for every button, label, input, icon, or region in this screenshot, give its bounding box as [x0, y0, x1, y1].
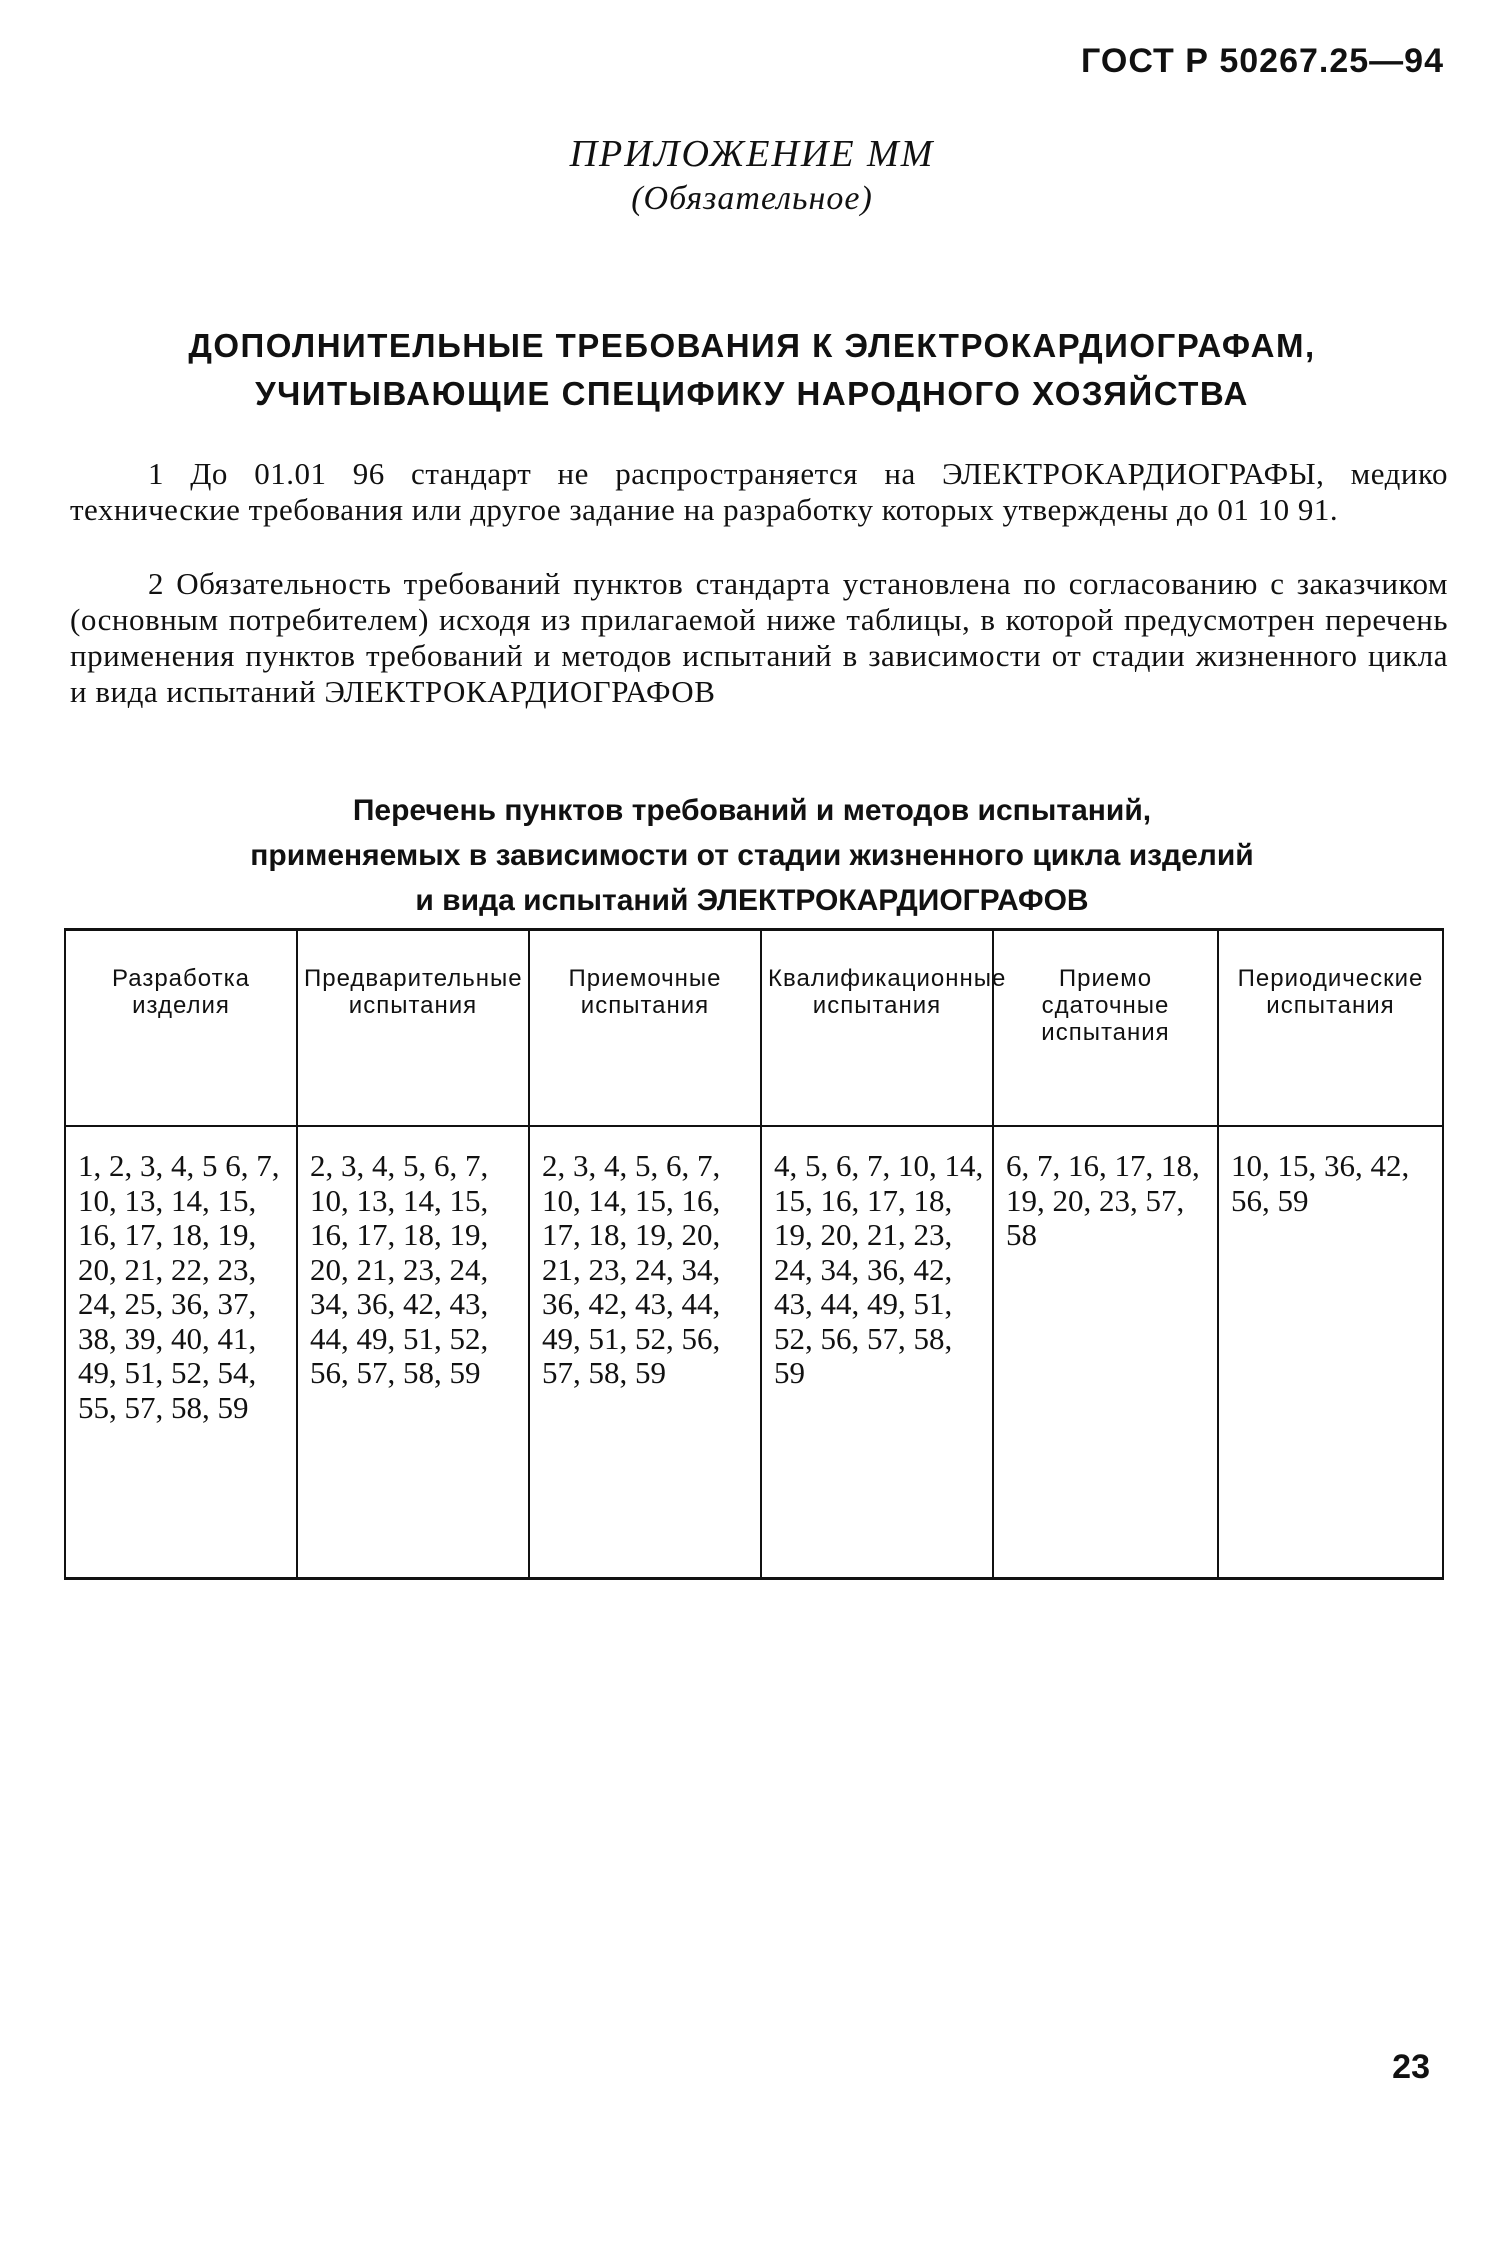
table-row: [65, 1126, 1443, 1579]
table-caption-line-3: и вида испытаний ЭЛЕКТРОКАРДИОГРАФОВ: [415, 884, 1089, 917]
table-caption-line-2: применяемых в зависимости от стадии жизненного цикла изделий: [250, 839, 1254, 872]
table-caption-line-1: Перечень пунктов требований и методов испытаний,: [352, 794, 1152, 827]
paragraph-1: 1 До 01.01 96 стандарт не распространяется на ЭЛЕКТРОКАРДИОГРАФЫ, медико технические требования или другое задание на разработку которых утверждены до 01 10 91.: [70, 456, 1448, 527]
main-heading-line-1: ДОПОЛНИТЕЛЬНЫЕ ТРЕБОВАНИЯ К ЭЛЕКТРОКАРДИОГРАФАМ,: [188, 327, 1316, 364]
cell-delivery-tests-items: 6, 7, 16, 17, 18, 19, 20, 23, 57, 58: [993, 1126, 1218, 1579]
main-heading-line-2: УЧИТЫВАЮЩИЕ СПЕЦИФИКУ НАРОДНОГО ХОЗЯЙСТВА: [255, 375, 1249, 412]
cell-acceptance-tests-items: 2, 3, 4, 5, 6, 7, 10, 14, 15, 16, 17, 18, 19, 20, 21, 23, 24, 34, 36, 42, 43, 44, 49, 51, 52, 56, 57, 58, 59: [529, 1126, 761, 1579]
standard-code: ГОСТ Р 50267.25—94: [1081, 42, 1444, 80]
table-header-row: [65, 930, 1443, 1127]
column-header-preliminary-tests: Предварительные испытания: [297, 930, 529, 1127]
cell-development-items: 1, 2, 3, 4, 5 6, 7, 10, 13, 14, 15, 16, 17, 18, 19, 20, 21, 22, 23, 24, 25, 36, 37, 38, 39, 40, 41, 49, 51, 52, 54, 55, 57, 58, 59: [65, 1126, 297, 1579]
appendix-note: (Обязательное): [631, 180, 873, 217]
requirements-table: [64, 928, 1444, 1580]
main-heading: [60, 322, 1444, 418]
cell-preliminary-tests-items: 2, 3, 4, 5, 6, 7, 10, 13, 14, 15, 16, 17, 18, 19, 20, 21, 23, 24, 34, 36, 42, 43, 44, 49, 51, 52, 56, 57, 58, 59: [297, 1126, 529, 1579]
page-number: 23: [1392, 2048, 1430, 2086]
cell-periodic-tests-items: 10, 15, 36, 42, 56, 59: [1218, 1126, 1443, 1579]
appendix-title: ПРИЛОЖЕНИЕ ММ: [569, 133, 935, 175]
column-header-acceptance-tests: Приемочные испытания: [529, 930, 761, 1127]
requirements-table-wrapper: [64, 928, 1442, 1580]
column-header-qualification-tests: Квалификационные испытания: [761, 930, 993, 1127]
column-header-development: Разработка изделия: [65, 930, 297, 1127]
paragraph-2: 2 Обязательность требований пунктов стандарта установлена по согласованию с заказчиком (основным потребителем) исходя из прилагаемой ниже таблицы, в которой предусмотрен перечень применения пунктов требований и методов испытаний в зависимости от стадии жизненного цикла и вида испытаний ЭЛЕКТРОКАРДИОГРАФОВ: [70, 566, 1448, 709]
cell-qualification-tests-items: 4, 5, 6, 7, 10, 14, 15, 16, 17, 18, 19, 20, 21, 23, 24, 34, 36, 42, 43, 44, 49, 51, 52, 56, 57, 58, 59: [761, 1126, 993, 1579]
column-header-periodic-tests: Периодические испытания: [1218, 930, 1443, 1127]
column-header-delivery-tests: Приемо сдаточные испытания: [993, 930, 1218, 1127]
table-caption: [60, 788, 1444, 923]
